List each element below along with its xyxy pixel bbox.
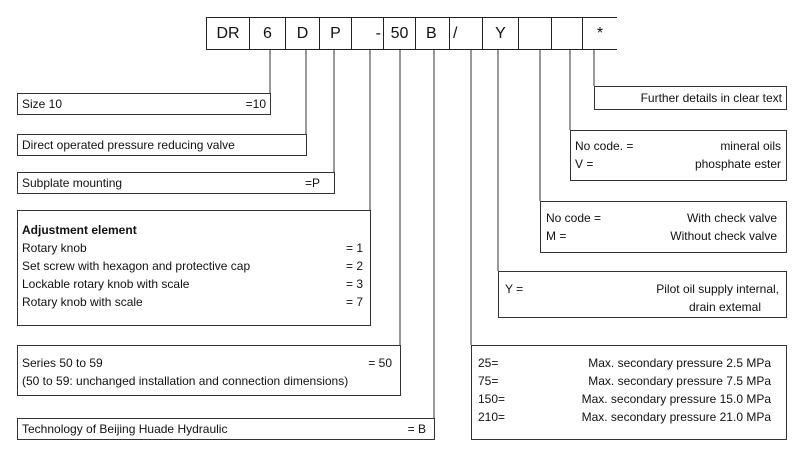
further-details-label: Further details in clear text: [640, 91, 782, 105]
seal-material-box: [570, 130, 787, 181]
adjustment-row: [22, 257, 363, 275]
pressure-code: 25=: [478, 356, 499, 370]
adjustment-row-label: Rotary knob with scale: [22, 295, 143, 309]
size-value: =10: [245, 97, 266, 111]
seal-row: [575, 137, 781, 155]
adjustment-row: [22, 293, 363, 311]
code-cell-pressure: /: [450, 17, 483, 50]
adjustment-row-value: = 2: [345, 259, 363, 273]
seal-code: No code. =: [575, 139, 634, 153]
seal-desc: phosphate ester: [694, 157, 781, 171]
technology-value: = B: [407, 422, 426, 436]
code-cell-check: [519, 17, 552, 50]
pressure-code: 150=: [478, 392, 506, 406]
subplate-box: [17, 172, 335, 194]
series-box: [17, 345, 401, 396]
code-cell-series: 50: [384, 17, 416, 50]
check-desc: With check valve: [686, 211, 777, 225]
code-cell-operation: D: [286, 17, 320, 50]
pressure-desc: Max. secondary pressure 15.0 MPa: [581, 392, 771, 406]
adjustment-row-label: Lockable rotary knob with scale: [22, 277, 190, 291]
code-cell-technology: B: [416, 17, 450, 50]
pressure-box: [471, 345, 787, 440]
code-cell-further: *: [583, 17, 617, 50]
code-cell-pilot: Y: [483, 17, 519, 50]
pressure-code: 210=: [478, 410, 506, 424]
code-cell-seal: [552, 17, 583, 50]
pilot-desc-line1: Pilot oil supply internal,: [656, 282, 779, 296]
pressure-row: [478, 408, 771, 426]
technology-label: Technology of Beijing Huade Hydraulic: [22, 422, 228, 436]
subplate-label: Subplate mounting: [22, 176, 123, 190]
subplate-value: =P: [304, 176, 320, 190]
series-note: (50 to 59: unchanged installation and connection dimensions): [22, 374, 349, 388]
check-desc: Without check valve: [670, 229, 777, 243]
check-code: No code =: [546, 211, 602, 225]
direct-operated-label: Direct operated pressure reducing valve: [22, 138, 235, 152]
code-cell-mounting: P: [320, 17, 352, 50]
adjustment-row-value: = 1: [345, 241, 363, 255]
pressure-code: 75=: [478, 374, 499, 388]
series-value: = 50: [368, 356, 392, 370]
code-cell-type: DR: [206, 17, 250, 50]
pilot-oil-box: [498, 271, 787, 318]
check-valve-box: [540, 201, 787, 253]
adjustment-row-label: Rotary knob: [22, 241, 87, 255]
check-row: [546, 209, 777, 227]
technology-box: [17, 418, 435, 440]
pressure-desc: Max. secondary pressure 2.5 MPa: [588, 356, 771, 370]
pilot-desc-line2: drain extemal: [688, 300, 761, 314]
check-row: [546, 227, 777, 245]
pilot-code: Y =: [505, 282, 524, 296]
adjustment-row-label: Set screw with hexagon and protective cap: [22, 259, 251, 273]
pressure-row: [478, 372, 771, 390]
direct-operated-box: [17, 134, 307, 156]
adjustment-row-value: = 7: [345, 295, 363, 309]
pressure-desc: Max. secondary pressure 7.5 MPa: [588, 374, 771, 388]
pressure-desc: Max. secondary pressure 21.0 MPa: [581, 410, 771, 424]
series-label: Series 50 to 59: [22, 356, 103, 370]
adjustment-row: [22, 275, 363, 293]
seal-row: [575, 155, 781, 173]
pressure-row: [478, 354, 771, 372]
size-label: Size 10: [22, 97, 63, 111]
pressure-row: [478, 390, 771, 408]
code-cell-size: 6: [250, 17, 286, 50]
size-box: [17, 93, 271, 115]
adjustment-row-value: = 3: [345, 277, 363, 291]
adjustment-element-box: [17, 210, 371, 326]
seal-code: V =: [575, 157, 594, 171]
adjustment-title: Adjustment element: [22, 223, 137, 237]
code-cell-adjustment: -: [352, 17, 384, 50]
adjustment-row: [22, 239, 363, 257]
seal-desc: mineral oils: [720, 139, 781, 153]
further-details-box: [594, 86, 787, 110]
check-code: M =: [546, 229, 567, 243]
